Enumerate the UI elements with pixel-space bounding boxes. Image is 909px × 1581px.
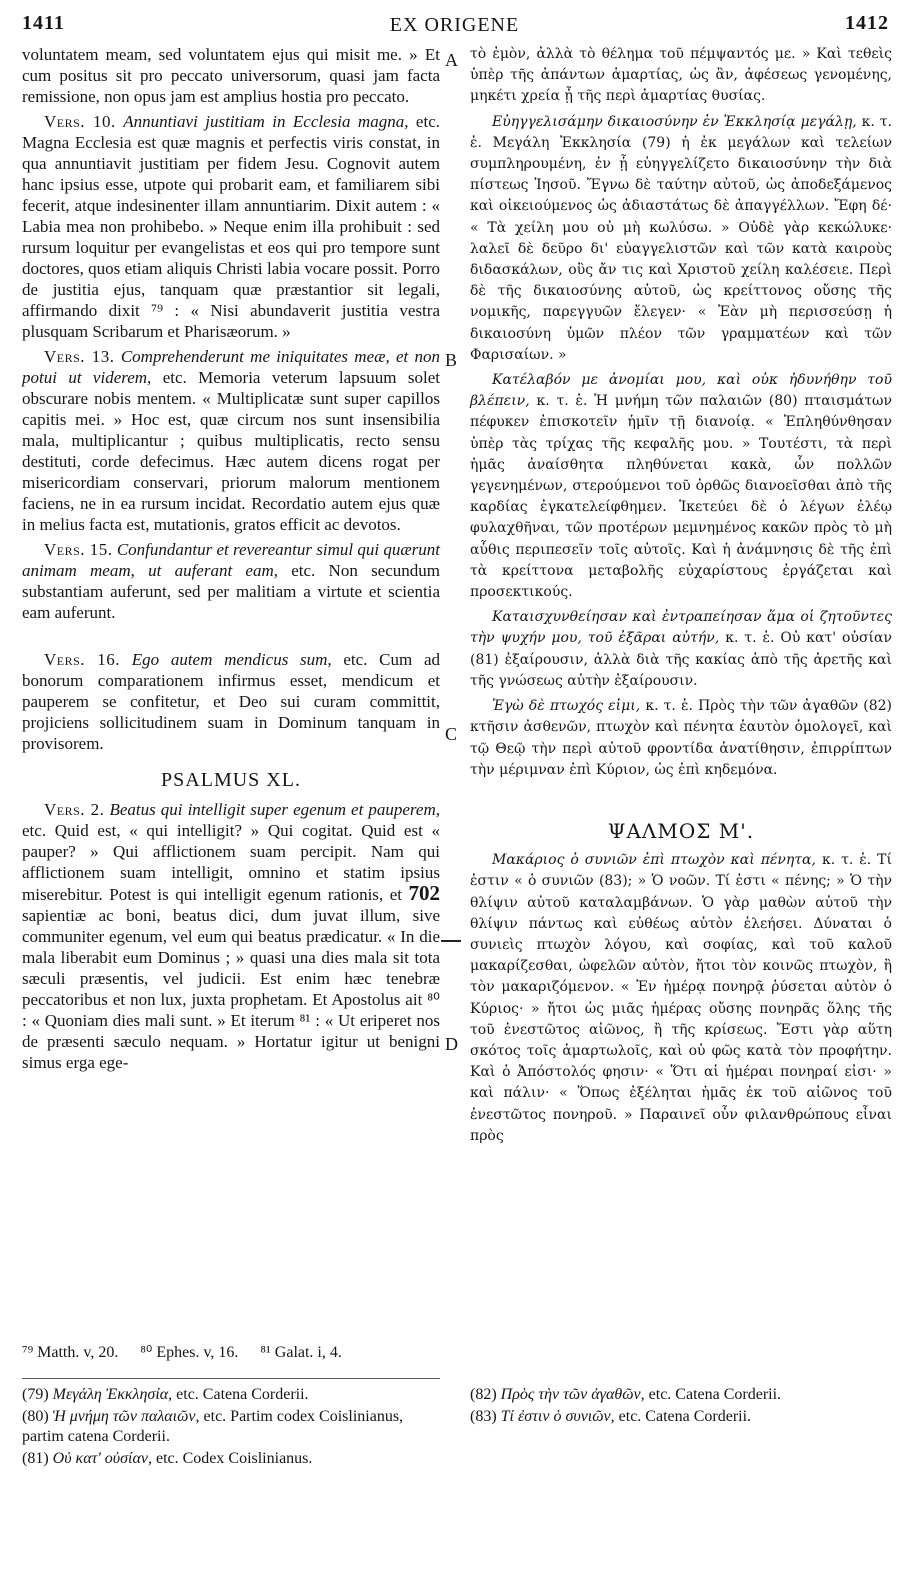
verse-text: sapientiæ ac boni, beatus dici, dum juvat illum, sive communiter egenum, vel eum qui beatus prædicatur. « In die mala liberabit eum Dominus ; » quasi una dies mala sit tota sæculi præsentis, vel judicii. Est enim hæc tenebræ peccatoribus et non lux, juxta prophetam. Et Apostolus ait ⁸⁰ : « Quoniam dies mali sunt. » Et iterum ⁸¹ : « Ut eriperet nos de præsenti sæculo nequam. » Hortatur igitur ut benigni simus erga ege- <box>22 906 440 1072</box>
footnote-number: (82) <box>470 1386 497 1403</box>
footnote-83 <box>470 1407 892 1427</box>
margin-letter-c: C <box>445 724 458 744</box>
footnote-divider <box>22 1378 440 1379</box>
footnote-lemma: Μεγάλη Ἐκκλησία, <box>52 1386 173 1403</box>
verse-lemma: Κατέλαβόν με ἀνομίαι μου, καὶ οὐκ ἠδυνήθην τοῦ βλέπειν, <box>470 372 892 410</box>
margin-letter-b: B <box>445 350 458 370</box>
verse-lemma: Εὐηγγελισάμην δικαιοσύνην ἐν Ἐκκλησίᾳ μεγάλῃ, <box>492 113 857 130</box>
footnotes-right <box>470 1385 892 1429</box>
footnote-text: etc. Catena Corderii. <box>176 1386 309 1403</box>
footnote-lemma: Ἡ μνήμη τῶν παλαιῶν, <box>52 1408 200 1425</box>
verse-lemma: Καταισχυνθείησαν καὶ ἐντραπείησαν ἅμα οἱ ζητοῦντες τὴν ψυχήν μου, τοῦ ἐξᾶραι αὐτήν, <box>470 609 892 647</box>
footnote-81 <box>22 1449 442 1469</box>
verse-lemma: Confundantur et revereantur simul qui quærunt animam meam, ut auferant eam <box>22 540 440 580</box>
latin-verse-16 <box>22 649 440 754</box>
verse-text: etc. Cum ad bonorum comparationem infirmus esset, mendicum et pauperem se confitetur, et Deo sui curam committit, projiciens sollicitudinem suam in Dominum tanquam in provisorem. <box>22 650 440 753</box>
scripture-ref: ⁸¹ Galat. i, 4. <box>260 1344 342 1361</box>
verse-text: κ. τ. ἑ. Τί ἐστιν « ὁ συνιῶν (83); » Ὁ νοῶν. Τί ἐστι « πένης; » Ὁ τὴν θλίψιν αὐτοῦ καταλαμβάνων. Ὁ γὰρ μαθὼν αὐτοῦ τὴν θλίψιν πάντως καὶ εὐθέως αὐτὸν ἐλεήσει. Δύναται ὁ συνιεὶς πτωχὸν λόγου, καὶ σοφίας, καὶ τοῦ καλοῦ μακαρίζεσθαι, ὠφελῶν αὐτὸν, ἤτοι τὸν κοινῶς πτωχὸν, ἢ τὸν μακαριζόμενον. « Ἐν ἡμέρᾳ πονηρᾷ ῥύσεται αὐτὸν ὁ Κύριος· » ἤτοι ὡς μιᾶς ἡμέρας οὔσης πονηρᾶς ὅλης τῆς τοῦ ἐνεστῶτος αἰῶνος, ἢ τῆς κρίσεως. Ἔστι γὰρ αὕτη σκότος τοῖς ἁμαρτωλοῖς, καὶ οὐ φῶς κατὰ τὸν προφήτην. Καὶ ὁ Ἀπόστολός φησιν· « Ὅτι αἱ ἡμέραι πονηραί εἰσι· » καὶ πάλιν· « Ὅπως ἐξέληται ἡμᾶς ἐκ τοῦ αἰῶνος τοῦ ἐνεστῶτος πονηροῦ. » Παραινεῖ οὖν φιλανθρώπους εἶναι πρὸς <box>470 852 892 1144</box>
verse-label: Vers. 10. <box>44 112 116 131</box>
footnote-79 <box>22 1385 442 1405</box>
verse-label: Vers. 15. <box>44 540 113 559</box>
latin-verse-13 <box>22 346 440 535</box>
center-divider <box>441 940 461 942</box>
verse-text: etc. Memoria veterum lapsuum solet obscurare nobis mentem. « Multiplicatæ sunt super capillos capitis mei. » Hoc est, quæ circum nos sunt insensibilia mala, multiplicantur ; quibus multiplicatis, recto sensu destituti, corde defecimus. Hæc autem dicens rogat per misericordiam conservari, priorum malorum mentionem faciens, ne in ea rursum incidat. Recordatio autem ejus quæ in melius facta est, mutationis, gratos efficit ac devotos. <box>22 368 441 534</box>
verse-text: etc. Quid est, « qui intelligit? » Qui cogitat. Quid est « pauper? » Qui afflictionem suam percipit. Nam qui afflictionem suam intelligit, omnino et statim ipsius miserebitur. Potest is qui intelligit egenum rationis, et <box>22 821 440 904</box>
verse-lemma: Μακάριος ὁ συνιῶν ἐπὶ πτωχὸν καὶ πένητα, <box>492 852 816 869</box>
verse-lemma: Ego autem mendicus sum, <box>131 650 332 669</box>
left-page-number: 1411 <box>22 12 65 34</box>
footnote-80 <box>22 1407 442 1447</box>
verse-label: Vers. 2. <box>44 800 105 819</box>
greek-paragraph: τὸ ἐμὸν, ἀλλὰ τὸ θέλημα τοῦ πέμψαντός με. » Καὶ τεθεὶς ὑπὲρ τῆς ἁπάντων ἁμαρτίας, ὡς ἂν, ἀφέσεως γενομένης, μηκέτι χρεία ᾖ τῆς περὶ ἁμαρτίας θυσίας. <box>470 46 892 105</box>
footnote-text: etc. Codex Coislinianus. <box>155 1450 313 1467</box>
scripture-ref: ⁸⁰ Ephes. v, 16. <box>140 1344 239 1361</box>
scripture-references <box>22 1342 442 1362</box>
verse-text: , etc. Non secundum substantiam auferunt, sed per malitiam a virtute et scientia eam auferunt. <box>22 561 440 622</box>
right-page-number: 1412 <box>845 12 889 34</box>
verse-lemma: Ἐγὼ δὲ πτωχός εἰμι, <box>492 698 641 715</box>
footnote-number: (79) <box>22 1386 49 1403</box>
footnote-lemma: Τί ἐστιν ὁ συνιῶν, <box>500 1408 615 1425</box>
verse-lemma: Beatus qui intelligit super egenum et pauperem, <box>109 800 440 819</box>
latin-verse-2 <box>22 799 440 1073</box>
margin-letter-d: D <box>445 1034 458 1054</box>
latin-verse-15 <box>22 539 440 623</box>
footnote-number: (83) <box>470 1408 497 1425</box>
page-header <box>0 0 909 40</box>
greek-verse-15 <box>470 607 892 692</box>
footnote-lemma: Πρὸς τὴν τῶν ἀγαθῶν, <box>500 1386 645 1403</box>
verse-text: κ. τ. ἑ. Ἡ μνήμη τῶν παλαιῶν (80) πταισμάτων πέφυκεν ἐπισκοτεῖν ἡμῖν τῇ διανοίᾳ. « Ἐπληθύνθησαν ὑπὲρ τὰς τρίχας τῆς κεφαλῆς μου. » Τουτέστι, τὰ περὶ ἡμᾶς ἀναίσθητα πληθύνεται κακὰ, ὧν πολλῶν γεγενημένων, στερούμενοι τοῦ ὀρθῶς διανοεῖσθαι ἀπὸ τῆς καρδίας ἐγκατελείφθημεν. Ἱκετεύει δὲ ὁ λέγων ἐλέῳ φυλαχθῆναι, τῶν προτέρων μεμνημένος κακῶν πρὸς τὸ μὴ αὖθις περιπεσεῖν τοῖς αὐτοῖς. Καὶ ἡ ἀνάμνησις δὲ τῆς ἐπὶ τὰ κρείττονα μεταβολῆς εὐχαρίστους ἐργάζεται καὶ προσεκτικούς. <box>470 393 892 601</box>
footnote-82 <box>470 1385 892 1405</box>
psalm-title-latin: PSALMUS XL. <box>161 769 301 791</box>
verse-text: κ. τ. ἑ. Οὐ κατ' οὐσίαν (81) ἐξαίρουσιν, ἀλλὰ διὰ τῆς κακίας ἀπὸ τῆς ἀρετῆς καὶ τῆς γνώσεως αὐτὴν ἐξαίρουσιν. <box>470 630 892 689</box>
footnote-text: etc. Catena Corderii. <box>618 1408 752 1425</box>
verse-text: κ. τ. ἑ. Πρὸς τὴν τῶν ἀγαθῶν (82) κτῆσιν ἀσθενῶν, πτωχὸν καὶ πένητα ἑαυτὸν ὁμολογεῖ, καὶ τῷ Θεῷ τὴν περὶ αὐτοῦ φροντίδα ἀνατίθησιν, ἐπιρρίπτων τὴν μέριμναν ἐπὶ Κύριον, ὡς ἐπὶ κηδεμόνα. <box>470 698 893 778</box>
verse-text: κ. τ. ἑ. Μεγάλη Ἐκκλησία (79) ἡ ἐκ μεγάλων καὶ τελείων συμπληρουμένη, ἐν ᾗ εὐηγγελίζετο δικαιοσύνην τὴν διὰ πίστεως Ἰησοῦ. Ἔγνω δὲ ταύτην αὐτοῦ, ὡς ἀποδεξάμενος καὶ οἰκειούμενος ὡς ἀδιαστάτως δὲ ἀπαγγέλλων. Ἔφη δέ· « Τὰ χείλη μου οὐ μὴ κωλύσω. » Οὐδὲ γὰρ κεκώλυκε· λαλεῖ δὲ δεῦρο δι' εὐαγγελιστῶν καὶ τῶν κατὰ καιροὺς διδασκάλων, οὓς ἄν τις καὶ Χριστοῦ χείλη καλέσειε. Περὶ δὲ τῆς δικαιοσύνης αὐτοῦ, ὡς κρείττονος οὔσης τῆς νομικῆς, παρεγγυῶν ἔλεγεν· « Ἐὰν μὴ περισσεύσῃ ἡ δικαιοσύνη ὑμῶν πλέον τῶν γραμματέων καὶ τῶν Φαρισαίων. » <box>470 113 892 363</box>
footnote-lemma: Οὐ κατ' οὐσίαν, <box>52 1450 152 1467</box>
column-number: 702 <box>408 881 440 905</box>
footnotes-left <box>22 1385 442 1471</box>
footnote-text: etc. Partim codex Coislinianus, partim catena Corderii. <box>22 1408 404 1445</box>
running-title: EX ORIGENE <box>389 14 520 36</box>
greek-column <box>470 44 892 1151</box>
verse-label: Vers. 16. <box>44 650 121 669</box>
greek-verse-2 <box>470 850 892 1147</box>
verse-lemma: Annuntiavi justitiam in Ecclesia magna, <box>123 112 409 131</box>
margin-letter-a: A <box>445 50 458 70</box>
verse-label: Vers. 13. <box>44 347 115 366</box>
footnote-text: etc. Catena Corderii. <box>648 1386 782 1403</box>
footnote-number: (80) <box>22 1408 49 1425</box>
verse-text: etc. Magna Ecclesia est quæ magnis et perfectis viris constat, in qua annuntiavit justitiam per fidem Jesu. Cognovit autem hanc ipsius esse, utpote qui probarit eam, et familiarem sibi fecerit, atque indesinenter illam annuntiarim. Dixit autem : « Labia mea non prohibebo. » Neque enim illa prohibuit : sed rursum loquitur per evangelistas et eos qui pro tempore sunt doctores, quos etiam aliquis Christi labia vocare possit. Porro de justitia ejus, tanquam quæ præstantior sit legali, affirmando dixit ⁷⁹ : « Nisi abundaverit justitia vestra plusquam Scribarum et Pharisæorum. » <box>22 112 440 341</box>
latin-paragraph: voluntatem meam, sed voluntatem ejus qui misit me. » Et cum positus sit pro peccato universorum, quasi jam facta remissione, non opus jam est amplius hostia pro peccato. <box>22 45 440 106</box>
verse-lemma: Comprehenderunt me iniquitates meæ, et non potui ut viderem, <box>22 347 440 387</box>
latin-column <box>22 44 440 1077</box>
greek-verse-16 <box>470 696 892 781</box>
greek-verse-10 <box>470 112 892 366</box>
psalm-title-greek: ΨΑΛΜΟΣ Μ'. <box>607 818 755 843</box>
greek-verse-13 <box>470 370 892 603</box>
scripture-ref: ⁷⁹ Matth. v, 20. <box>22 1344 119 1361</box>
latin-verse-10 <box>22 111 440 342</box>
footnote-number: (81) <box>22 1450 49 1467</box>
